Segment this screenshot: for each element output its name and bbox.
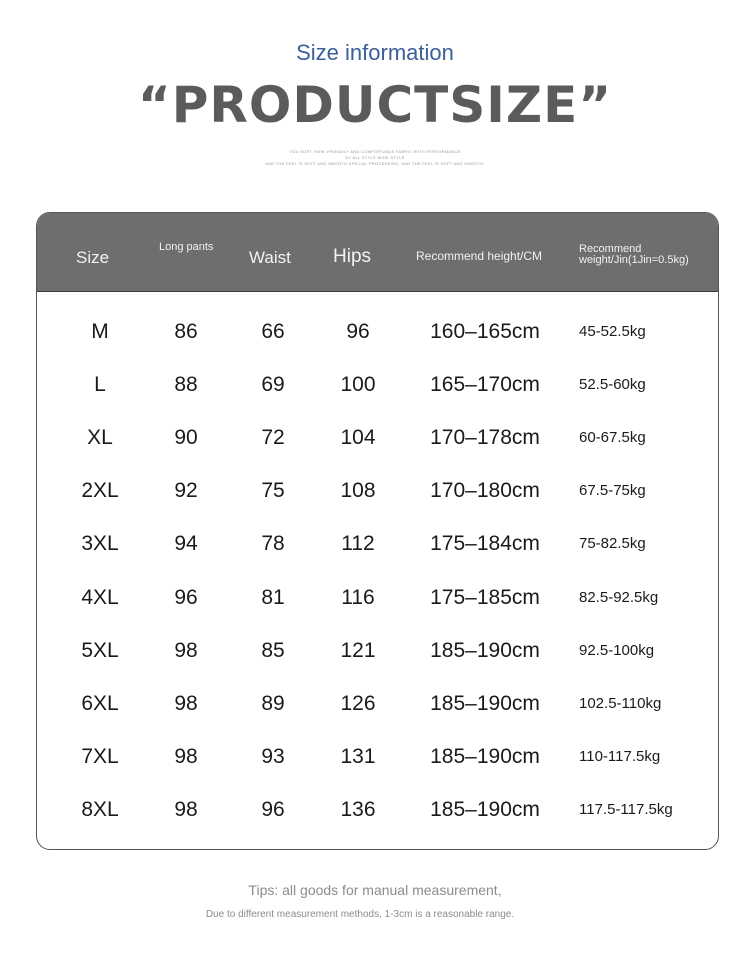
table-row [37,571,718,624]
fine-print-line: BY ALL STYLE WIDE STYLE [345,155,405,160]
cell-recommend-weight: 45-52.5kg [579,323,646,340]
cell-recommend-weight: 117.5-117.5kg [579,800,673,818]
product-size-headline: “PRODUCTSIZE” [137,76,613,134]
cell-size: 5XL [81,638,119,662]
cell-recommend-height: 185–190cm [430,691,540,715]
table-row [37,517,718,570]
cell-recommend-weight: 75-82.5kg [579,535,646,553]
cell-long-pants: 98 [174,638,198,662]
cell-recommend-height: 175–184cm [430,532,540,556]
cell-long-pants: 88 [174,373,198,397]
cell-waist: 72 [261,426,285,450]
column-header-recommend-weight: Recommend weight/Jin(1Jin=0.5kg) [579,243,689,266]
cell-size: 2XL [81,479,119,503]
cell-hips: 136 [340,797,376,821]
cell-recommend-weight: 82.5-92.5kg [579,588,659,606]
cell-hips: 126 [340,691,376,715]
cell-waist: 93 [261,744,285,768]
cell-long-pants: 86 [174,320,198,343]
measurement-tip: Tips: all goods for manual measurement, [248,882,502,898]
cell-size: XL [87,426,113,450]
cell-recommend-height: 170–180cm [430,479,540,503]
table-row [37,464,718,517]
cell-recommend-height: 185–190cm [430,744,540,768]
cell-recommend-height: 170–178cm [430,426,540,450]
table-row [37,411,718,464]
cell-size: 4XL [81,585,119,609]
cell-hips: 121 [340,638,376,662]
cell-recommend-weight: 67.5-75kg [579,482,646,500]
cell-recommend-weight: 52.5-60kg [579,376,646,394]
cell-long-pants: 92 [174,479,198,503]
cell-recommend-height: 160–165cm [430,320,540,343]
cell-recommend-weight: 110-117.5kg [579,747,661,765]
cell-recommend-weight: 92.5-100kg [579,641,655,659]
column-header-recommend-height: Recommend height/CM [416,249,543,263]
cell-long-pants: 98 [174,744,198,768]
cell-hips: 116 [341,585,375,609]
table-header [37,213,718,292]
cell-waist: 89 [261,691,285,715]
cell-hips: 104 [340,426,376,450]
cell-size: L [94,373,106,397]
cell-recommend-height: 165–170cm [430,373,540,397]
cell-size: 3XL [81,532,119,556]
cell-waist: 75 [261,479,285,503]
cell-hips: 108 [340,479,376,503]
fine-print-line: YOU SOFT, NEW, FRIENDLY AND COMFORTABLE FABRIC WITH PERFORMANCE [289,149,461,154]
cell-recommend-height: 185–190cm [430,797,540,821]
cell-recommend-weight: 60-67.5kg [579,429,646,447]
cell-recommend-height: 175–185cm [430,585,540,609]
cell-long-pants: 96 [174,585,198,609]
table-row [37,358,718,411]
cell-hips: 112 [341,532,375,556]
cell-waist: 96 [261,797,285,821]
cell-waist: 81 [261,585,285,609]
cell-long-pants: 98 [174,797,198,821]
cell-long-pants: 98 [174,691,198,715]
table-row [37,783,718,836]
cell-waist: 69 [261,373,285,397]
column-header-hips: Hips [333,246,372,267]
column-header-long-pants: Long pants [159,241,214,253]
cell-waist: 78 [261,532,285,556]
size-table [36,212,719,850]
column-header-size: Size [76,248,110,267]
cell-size: 6XL [81,691,119,715]
cell-hips: 131 [340,744,376,768]
measurement-note: Due to different measurement methods, 1-3cm is a reasonable range. [205,909,515,920]
cell-waist: 66 [261,320,285,343]
cell-recommend-weight: 102.5-110kg [579,694,662,712]
cell-recommend-height: 185–190cm [430,638,540,662]
cell-size: 8XL [81,797,119,821]
cell-long-pants: 90 [174,426,198,450]
column-header-waist: Waist [249,248,291,267]
cell-long-pants: 94 [174,532,198,556]
table-row [37,730,718,783]
table-row [37,677,718,730]
cell-size: 7XL [81,744,119,768]
cell-size: M [91,320,109,343]
table-row [37,624,718,677]
fine-print-line: AND THE FEEL IS SOFT AND SMOOTH SPECIAL PROCESSING, AND THE FEEL IS SOFT AND SMOOTH. [264,161,486,166]
cell-waist: 85 [261,638,285,662]
cell-hips: 96 [346,320,370,343]
size-information-subtitle: Size information [296,40,454,65]
cell-hips: 100 [340,373,376,397]
table-row [37,305,718,358]
